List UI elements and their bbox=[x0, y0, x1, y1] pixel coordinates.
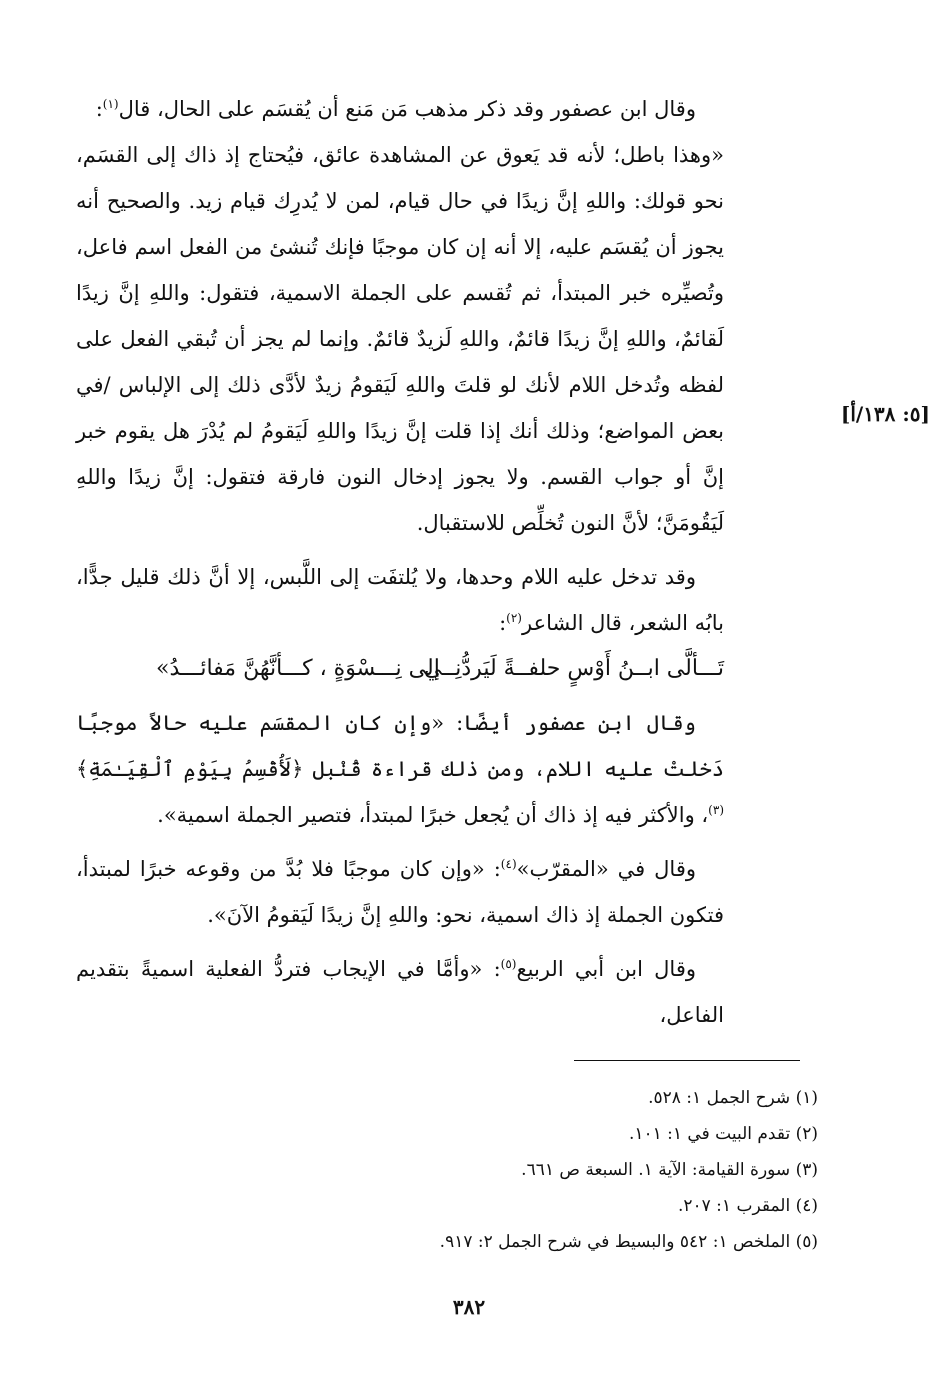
paragraph-1-text: وقال ابن عصفور وقد ذكر مذهب مَن مَنع أن يُقسَم على الحال، قال bbox=[118, 97, 696, 121]
footnote-separator bbox=[574, 1060, 800, 1061]
paragraph-5 bbox=[76, 846, 724, 938]
footnote-5: (٥) الملخص ١: ٥٤٢ والبسيط في شرح الجمل ٢: ٩١٧. bbox=[439, 1232, 818, 1252]
paragraph-3-colon: : bbox=[499, 611, 507, 635]
paragraph-5-text-b: : «وإن كان موجبًا فلا بُدَّ من وقوعه خبرًا لمبتدأ، فتكون الجملة إذ ذاك اسمية، نحو: واللهِ إنَّ زيدًا لَيَقومُ الآنَ». bbox=[76, 857, 724, 927]
footnote-ref-1: (١) bbox=[102, 97, 119, 111]
footnote-ref-4: (٤) bbox=[500, 857, 517, 871]
footnote-ref-3: (٣) bbox=[708, 803, 724, 817]
paragraph-5-text-a: وقال في «المقرّب» bbox=[516, 857, 696, 881]
paragraph-4-text-a: وقال ابن عصفور أيضًا: «وإن كان المقسَم عليه حالاً موجبًا دَخلتْ عليه اللام، ومن ذلك قراءة قُنْبل ﴿لَأُقْسِمُ بِيَوْمِ ٱلْقِيَـٰمَةِ﴾ bbox=[76, 711, 724, 781]
page-number: ٣٨٢ bbox=[452, 1295, 486, 1319]
paragraph-6-text-b: : «وأمَّا في الإيجاب فتردُّ الفعلية اسميةً بتقديم الفاعل، bbox=[76, 957, 724, 1027]
footnote-3: (٣) سورة القيامة: الآية ١. السبعة ص ٦٦١. bbox=[521, 1160, 818, 1180]
paragraph-1-colon: : bbox=[95, 97, 103, 121]
verse-first-hemistich: تَـــألَّى ابــنُ أَوْسٍ حلفــةً لَيَردُّنِــي bbox=[424, 656, 724, 681]
paragraph-6 bbox=[76, 946, 724, 1038]
footnotes bbox=[258, 1080, 818, 1260]
footnote-2: (٢) تقدم البيت في ١: ١٠١. bbox=[628, 1124, 818, 1144]
paragraph-1 bbox=[76, 86, 724, 132]
paragraph-2-quote: «وهذا باطل؛ لأنه قد يَعوق عن المشاهدة عائق، فيُحتاج إذ ذاك إلى القسَم، نحو قولك: واللهِ إنَّ زيدًا في حال قيام، لمن لا يُدرِك قيام زيد. والصحيح أنه يجوز أن يُقسَم عليه، إلا أنه إن كان موجبًا فإنك تُنشئ من الفعل اسم فاعل، وتُصيِّره خبر المبتدأ، ثم تُقسم على الجملة الاسمية، فتقول: واللهِ إنَّ زيدًا لَقائمٌ، واللهِ إنَّ زيدًا قائمٌ، واللهِ لَزيدٌ قائمٌ. وإنما لم يجز أن تُبقي الفعل على لفظه وتُدخل اللام لأنك لو قلتَ واللهِ لَيَقومُ زيدٌ لأدَّى ذلك إلى الإلباس /في بعض المواضع؛ وذلك أنك إذا قلت إنَّ زيدًا واللهِ لَيَقومُ لم يُدْرَ هل يقوم خبر إنَّ أو جواب القسم. ولا يجوز إدخال النون فارقة فتقول: إنَّ زيدًا واللهِ لَيَقُومَنَّ؛ لأنَّ النون تُخلِّص للاستقبال. bbox=[76, 143, 724, 535]
footnote-ref-5: (٥) bbox=[500, 957, 517, 971]
paragraph-6-text-a: وقال ابن أبي الربيع bbox=[516, 957, 696, 981]
footnote-ref-2: (٢) bbox=[506, 611, 522, 625]
paragraph-3 bbox=[76, 554, 724, 646]
footnote-4: (٤) المقرب ١: ٢٠٧. bbox=[677, 1196, 818, 1216]
paragraph-3-text: وقد تدخل عليه اللام وحدها، ولا يُلتفَت إلى اللَّبس، إلا أنَّ ذلك قليل جدًّا، بابُه الشعر، قال الشاعر bbox=[76, 565, 724, 635]
main-text-block bbox=[76, 86, 724, 1038]
poetry-verse bbox=[76, 646, 724, 692]
paragraph-4 bbox=[76, 700, 724, 838]
manuscript-folio-marker: [٥: ١٣٨/أ] bbox=[840, 402, 930, 426]
footnote-1: (١) شرح الجمل ١: ٥٢٨. bbox=[648, 1088, 818, 1108]
paragraph-4-text-b: ، والأكثر فيه إذ ذاك أن يُجعل خبرًا لمبتدأ، فتصير الجملة اسمية». bbox=[157, 803, 709, 827]
verse-second-hemistich: إلى نِـــسْوَةٍ ، كـــأنَّهُنَّ مَفائـــدُ» bbox=[156, 656, 440, 681]
